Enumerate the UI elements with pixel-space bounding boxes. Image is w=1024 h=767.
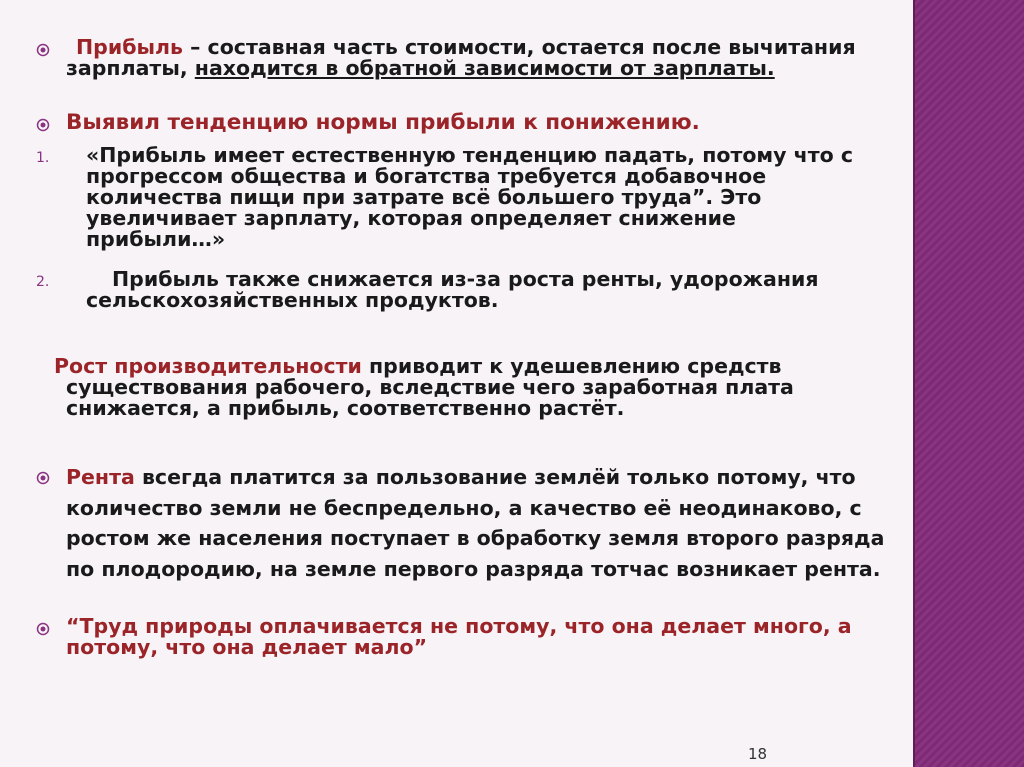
paragraph-profit-definition xyxy=(66,37,866,79)
paragraph-quote-profit-falls xyxy=(86,145,876,250)
term-productivity: Рост производительности xyxy=(54,354,362,378)
page-number: 18 xyxy=(748,745,768,763)
bullet-icon xyxy=(36,43,50,57)
nature-labor-quote-text: “Труд природы оплачивается не потому, что она делает много, а потому, что она делает мало” xyxy=(66,614,852,659)
rent-text: всегда платится за пользование землёй только потому, что количество земли не беспредельно, а качество её неодинаково, с ростом же населения поступает в обработку земля второго разряда по плодородию, на земле первого разряда тотчас возникает рента. xyxy=(66,465,885,581)
term-rent: Рента xyxy=(66,465,135,489)
bullet-icon xyxy=(36,118,50,132)
term-profit: Прибыль xyxy=(76,35,184,59)
paragraph-rent xyxy=(66,462,896,584)
paragraph-rent-growth xyxy=(86,269,886,311)
profit-dependence-text: находится в обратной зависимости от зарплаты. xyxy=(194,56,775,80)
productivity-text: приводит к удешевлению средств существования рабочего, вследствие чего заработная плата снижается, а прибыль, соответственно растёт. xyxy=(66,354,794,420)
paragraph-profit-tendency xyxy=(66,110,886,136)
paragraph-productivity xyxy=(54,354,886,420)
profit-definition-text: – составная часть стоимости, остается после вычитания зарплаты, xyxy=(66,35,856,80)
decorative-sidebar xyxy=(913,0,1024,767)
paragraph-nature-labor-quote xyxy=(66,616,866,658)
list-number-2: 2. xyxy=(36,274,50,290)
rent-growth-text: Прибыль также снижается из-за роста ренты, удорожания сельскохозяйственных продуктов. xyxy=(86,267,819,312)
profit-tendency-text: Выявил тенденцию нормы прибыли к понижению. xyxy=(66,110,700,135)
bullet-icon xyxy=(36,622,50,636)
list-number-1: 1. xyxy=(36,150,50,166)
bullet-icon xyxy=(36,471,50,485)
quote-profit-falls-text: «Прибыль имеет естественную тенденцию падать, потому что с прогрессом общества и богатства требуется добавочное количества пищи при затрате всё большего труда”. Это увеличивает зарплату, которая определяет снижение прибыли…» xyxy=(86,143,854,251)
sidebar-edge xyxy=(913,0,915,767)
